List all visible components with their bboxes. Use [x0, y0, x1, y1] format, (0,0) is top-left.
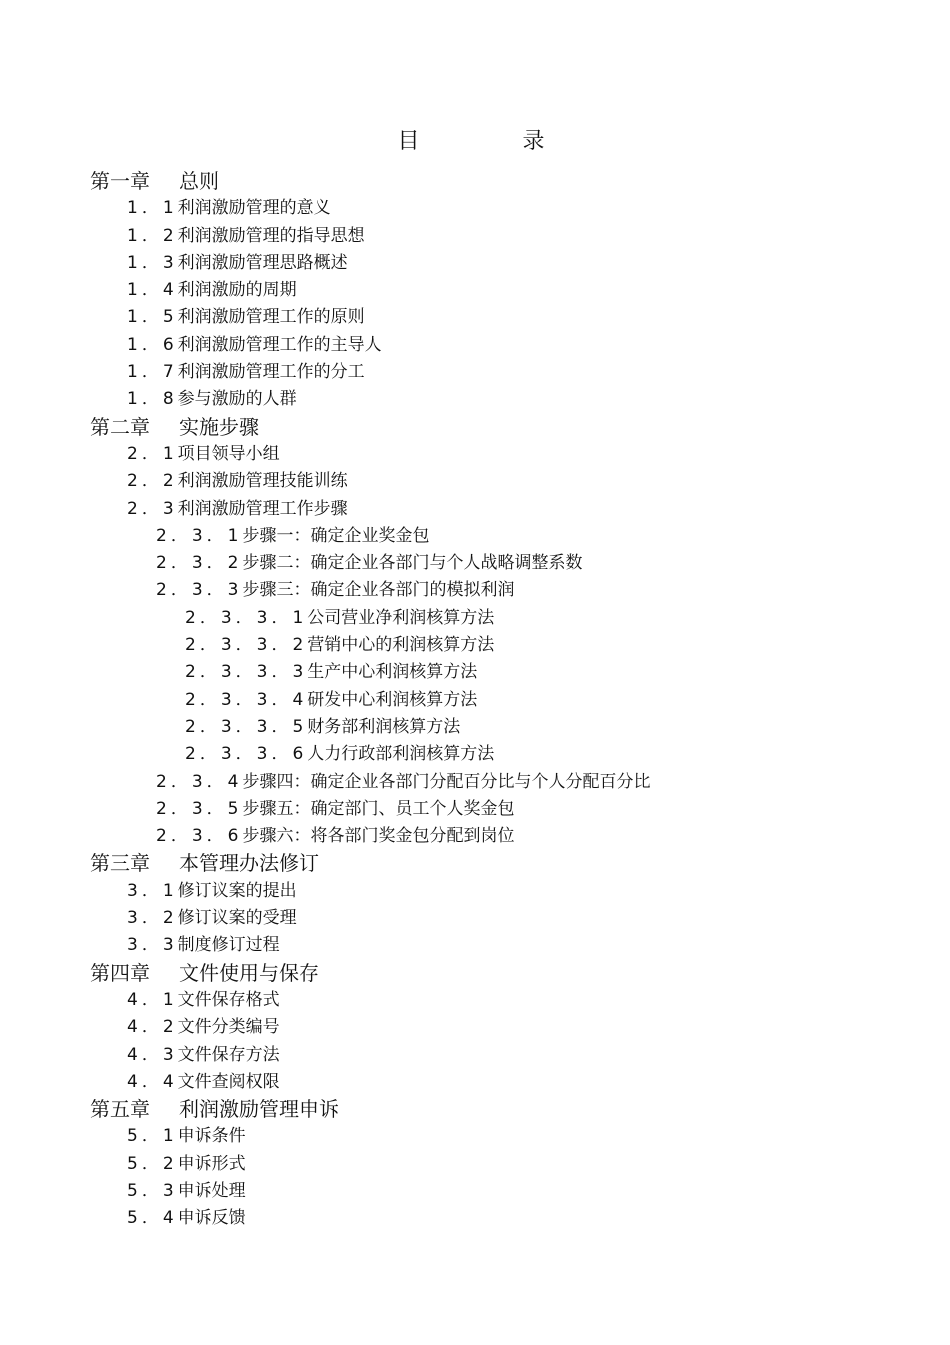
toc-section-entry[interactable]	[90, 1123, 910, 1150]
toc-entry-title: 步骤五：确定部门、员工个人奖金包	[242, 798, 515, 819]
toc-section-entry[interactable]	[90, 687, 910, 714]
toc-entry-number: 4．4	[127, 1071, 178, 1092]
table-of-contents	[90, 168, 910, 1233]
toc-section-entry[interactable]	[90, 796, 910, 823]
toc-section-entry[interactable]	[90, 577, 910, 604]
toc-entry-title: 修订议案的受理	[177, 908, 297, 929]
toc-entry-title: 文件保存方法	[177, 1044, 280, 1065]
page-title: 目 录	[397, 129, 593, 154]
toc-entry-title: 文件使用与保存	[179, 960, 319, 985]
toc-entry-title: 修订议案的提出	[177, 880, 297, 901]
toc-entry-title: 生产中心利润核算方法	[307, 662, 478, 683]
toc-entry-title: 利润激励管理的指导思想	[177, 225, 365, 246]
toc-entry-title: 申诉条件	[177, 1126, 246, 1147]
toc-entry-title: 利润激励的周期	[177, 280, 297, 301]
toc-chapter-entry[interactable]	[90, 850, 910, 877]
toc-entry-number: 2．3．3．5	[185, 716, 308, 737]
toc-entry-number: 4．2	[127, 1017, 178, 1038]
toc-entry-number: 2．3．3．4	[185, 689, 308, 710]
toc-entry-number: 第三章	[90, 851, 150, 876]
toc-entry-title: 利润激励管理的意义	[177, 198, 331, 219]
toc-entry-title: 利润激励管理思路概述	[177, 252, 348, 273]
toc-entry-number: 1．4	[127, 280, 178, 301]
toc-entry-number: 5．4	[127, 1208, 178, 1229]
toc-entry-number: 2．3．2	[156, 553, 243, 574]
toc-entry-number: 2．3．6	[156, 826, 243, 847]
toc-entry-title: 步骤三：确定企业各部门的模拟利润	[242, 580, 515, 601]
toc-entry-title: 利润激励管理工作的分工	[177, 362, 365, 383]
toc-section-entry[interactable]	[90, 605, 910, 632]
toc-entry-number: 第二章	[90, 414, 150, 439]
toc-section-entry[interactable]	[90, 659, 910, 686]
toc-entry-title: 利润激励管理技能训练	[177, 471, 348, 492]
toc-entry-title: 利润激励管理工作的原则	[177, 307, 365, 328]
toc-chapter-entry[interactable]	[90, 960, 910, 987]
toc-entry-number: 2．3．1	[156, 525, 243, 546]
toc-entry-number: 5．3	[127, 1180, 178, 1201]
toc-entry-number: 3．1	[127, 880, 178, 901]
toc-section-entry[interactable]	[90, 632, 910, 659]
toc-section-entry[interactable]	[90, 523, 910, 550]
toc-entry-number: 1．2	[127, 225, 178, 246]
toc-section-entry[interactable]	[90, 1069, 910, 1096]
toc-entry-number: 1．8	[127, 389, 178, 410]
toc-entry-number: 3．3	[127, 935, 178, 956]
toc-section-entry[interactable]	[90, 1151, 910, 1178]
toc-entry-number: 1．6	[127, 334, 178, 355]
toc-entry-number: 2．3．3	[156, 580, 243, 601]
toc-section-entry[interactable]	[90, 1042, 910, 1069]
toc-entry-title: 利润激励管理申诉	[179, 1097, 339, 1122]
toc-entry-title: 人力行政部利润核算方法	[307, 744, 495, 765]
toc-chapter-entry[interactable]	[90, 1096, 910, 1123]
toc-entry-title: 财务部利润核算方法	[307, 716, 461, 737]
toc-entry-title: 文件保存格式	[177, 989, 280, 1010]
toc-entry-number: 1．5	[127, 307, 178, 328]
toc-entry-number: 1．7	[127, 362, 178, 383]
toc-chapter-entry[interactable]	[90, 414, 910, 441]
toc-section-entry[interactable]	[90, 441, 910, 468]
toc-entry-number: 5．1	[127, 1126, 178, 1147]
toc-section-entry[interactable]	[90, 878, 910, 905]
toc-entry-title: 文件查阅权限	[177, 1071, 280, 1092]
toc-entry-title: 项目领导小组	[177, 443, 280, 464]
toc-entry-number: 2．3	[127, 498, 178, 519]
toc-entry-number: 第一章	[90, 169, 150, 193]
toc-section-entry[interactable]	[90, 304, 910, 331]
toc-section-entry[interactable]	[90, 332, 910, 359]
toc-section-entry[interactable]	[90, 496, 910, 523]
toc-section-entry[interactable]	[90, 550, 910, 577]
toc-section-entry[interactable]	[90, 277, 910, 304]
toc-section-entry[interactable]	[90, 987, 910, 1014]
toc-section-entry[interactable]	[90, 1205, 910, 1232]
toc-entry-title: 步骤六：将各部门奖金包分配到岗位	[242, 826, 515, 847]
toc-entry-title: 总则	[179, 169, 219, 193]
toc-entry-title: 利润激励管理工作的主导人	[177, 334, 382, 355]
toc-section-entry[interactable]	[90, 468, 910, 495]
toc-section-entry[interactable]	[90, 769, 910, 796]
toc-entry-number: 第四章	[90, 960, 150, 985]
toc-section-entry[interactable]	[90, 932, 910, 959]
toc-entry-title: 公司营业净利润核算方法	[307, 607, 495, 628]
toc-entry-title: 文件分类编号	[177, 1017, 280, 1038]
toc-entry-number: 2．3．3．6	[185, 744, 308, 765]
toc-section-entry[interactable]	[90, 195, 910, 222]
toc-entry-number: 2．3．3．3	[185, 662, 308, 683]
toc-entry-title: 步骤一：确定企业奖金包	[242, 525, 430, 546]
toc-entry-title: 申诉处理	[177, 1180, 246, 1201]
toc-entry-number: 4．1	[127, 989, 178, 1010]
toc-entry-number: 3．2	[127, 908, 178, 929]
toc-entry-number: 5．2	[127, 1153, 178, 1174]
toc-section-entry[interactable]	[90, 1178, 910, 1205]
toc-chapter-entry[interactable]	[90, 168, 910, 195]
toc-entry-number: 2．3．5	[156, 798, 243, 819]
toc-section-entry[interactable]	[90, 741, 910, 768]
toc-entry-number: 1．1	[127, 198, 178, 219]
toc-section-entry[interactable]	[90, 714, 910, 741]
toc-entry-number: 2．3．4	[156, 771, 243, 792]
toc-entry-number: 1．3	[127, 252, 178, 273]
toc-entry-title: 步骤四：确定企业各部门分配百分比与个人分配百分比	[242, 771, 651, 792]
toc-entry-title: 步骤二：确定企业各部门与个人战略调整系数	[242, 553, 583, 574]
toc-section-entry[interactable]	[90, 223, 910, 250]
toc-entry-number: 2．2	[127, 471, 178, 492]
toc-section-entry[interactable]	[90, 359, 910, 386]
toc-section-entry[interactable]	[90, 386, 910, 413]
toc-entry-title: 利润激励管理工作步骤	[177, 498, 348, 519]
toc-entry-number: 2．3．3．1	[185, 607, 308, 628]
toc-section-entry[interactable]	[90, 823, 910, 850]
toc-entry-number: 4．3	[127, 1044, 178, 1065]
toc-entry-title: 参与激励的人群	[177, 389, 297, 410]
toc-entry-title: 研发中心利润核算方法	[307, 689, 478, 710]
toc-entry-title: 营销中心的利润核算方法	[307, 635, 495, 656]
toc-entry-title: 实施步骤	[179, 414, 259, 439]
toc-entry-title: 本管理办法修订	[179, 851, 319, 876]
toc-section-entry[interactable]	[90, 250, 910, 277]
toc-entry-title: 申诉形式	[177, 1153, 246, 1174]
toc-entry-number: 2．1	[127, 443, 178, 464]
toc-entry-title: 申诉反馈	[177, 1208, 246, 1229]
toc-section-entry[interactable]	[90, 905, 910, 932]
toc-entry-number: 第五章	[90, 1097, 150, 1122]
toc-entry-number: 2．3．3．2	[185, 635, 308, 656]
toc-section-entry[interactable]	[90, 1014, 910, 1041]
toc-entry-title: 制度修订过程	[177, 935, 280, 956]
